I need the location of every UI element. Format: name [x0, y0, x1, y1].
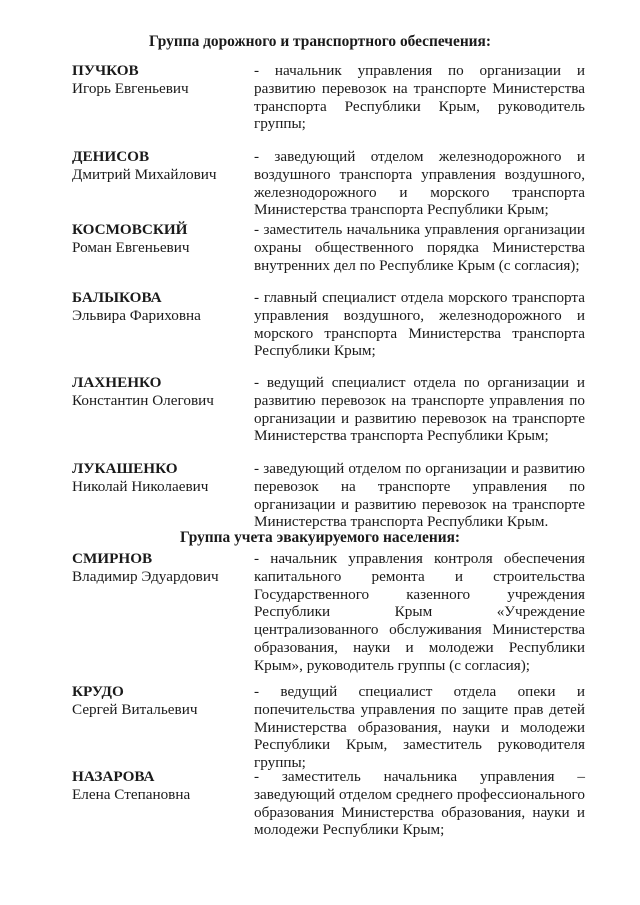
member-name: [72, 374, 247, 410]
member-description: - заведующий отделом железнодорожного и воздушного транспорта управления воздушного, железнодорожного и морского транспорта Министерства транспорта Республики Крым;: [254, 148, 585, 219]
member-surname: КОСМОВСКИЙ: [72, 221, 188, 238]
group-heading-transport: Группа дорожного и транспортного обеспечения:: [148, 33, 492, 50]
member-surname: ЛУКАШЕНКО: [72, 460, 178, 477]
member-description: - заведующий отделом по организации и развитию перевозок на транспорте управления по организации и развитию перевозок на транспорте Министерства транспорта Республики Крым.: [254, 460, 585, 531]
member-surname: ДЕНИСОВ: [72, 148, 150, 165]
member-name: [72, 768, 247, 804]
member-description: - заместитель начальника управления – заведующий отделом среднего профессионального образования Министерства образования, науки и молодежи Республики Крым;: [254, 768, 585, 839]
member-surname: ПУЧКОВ: [72, 62, 139, 79]
member-name: [72, 221, 247, 257]
member-given-name: Эльвира Фариховна: [72, 306, 201, 324]
member-description: - ведущий специалист отдела по организации и развитию перевозок на транспорте управления по организации и развитию перевозок на транспорте Министерства транспорта Республики Крым;: [254, 374, 585, 445]
member-given-name: Елена Степановна: [72, 785, 191, 803]
member-given-name: Сергей Витальевич: [72, 700, 198, 718]
member-given-name: Владимир Эдуардович: [72, 567, 219, 585]
member-given-name: Роман Евгеньевич: [72, 238, 190, 256]
member-name: [72, 550, 247, 586]
group-heading-evacuees: Группа учета эвакуируемого населения:: [179, 529, 461, 546]
member-given-name: Игорь Евгеньевич: [72, 79, 189, 97]
member-name: [72, 148, 247, 184]
member-name: [72, 289, 247, 325]
member-description: - начальник управления по организации и развитию перевозок на транспорте Министерства транспорта Республики Крым, руководитель группы;: [254, 62, 585, 133]
member-surname: НАЗАРОВА: [72, 768, 155, 785]
member-surname: СМИРНОВ: [72, 550, 153, 567]
member-name: [72, 460, 247, 496]
member-given-name: Дмитрий Михайлович: [72, 165, 217, 183]
member-surname: БАЛЫКОВА: [72, 289, 162, 306]
member-given-name: Николай Николаевич: [72, 477, 209, 495]
member-description: - ведущий специалист отдела опеки и попечительства управления по защите прав детей Министерства образования, науки и молодежи Республики Крым, заместитель руководителя группы;: [254, 683, 585, 772]
member-name: [72, 62, 247, 98]
member-surname: ЛАХНЕНКО: [72, 374, 162, 391]
member-description: - главный специалист отдела морского транспорта управления воздушного, железнодорожного и морского транспорта Министерства транспорта Республики Крым;: [254, 289, 585, 360]
member-name: [72, 683, 247, 719]
member-given-name: Константин Олегович: [72, 391, 214, 409]
member-description: - начальник управления контроля обеспечения капитального ремонта и строительства Государственного казенного учреждения Республики Крым «Учреждение централизованного обслуживания Министерства образования, науки и молодежи Республики Крым», руководитель группы (с согласия);: [254, 550, 585, 674]
member-surname: КРУДО: [72, 683, 124, 700]
member-description: - заместитель начальника управления организации охраны общественного порядка Министерства внутренних дел по Республике Крым (с согласия);: [254, 221, 585, 274]
